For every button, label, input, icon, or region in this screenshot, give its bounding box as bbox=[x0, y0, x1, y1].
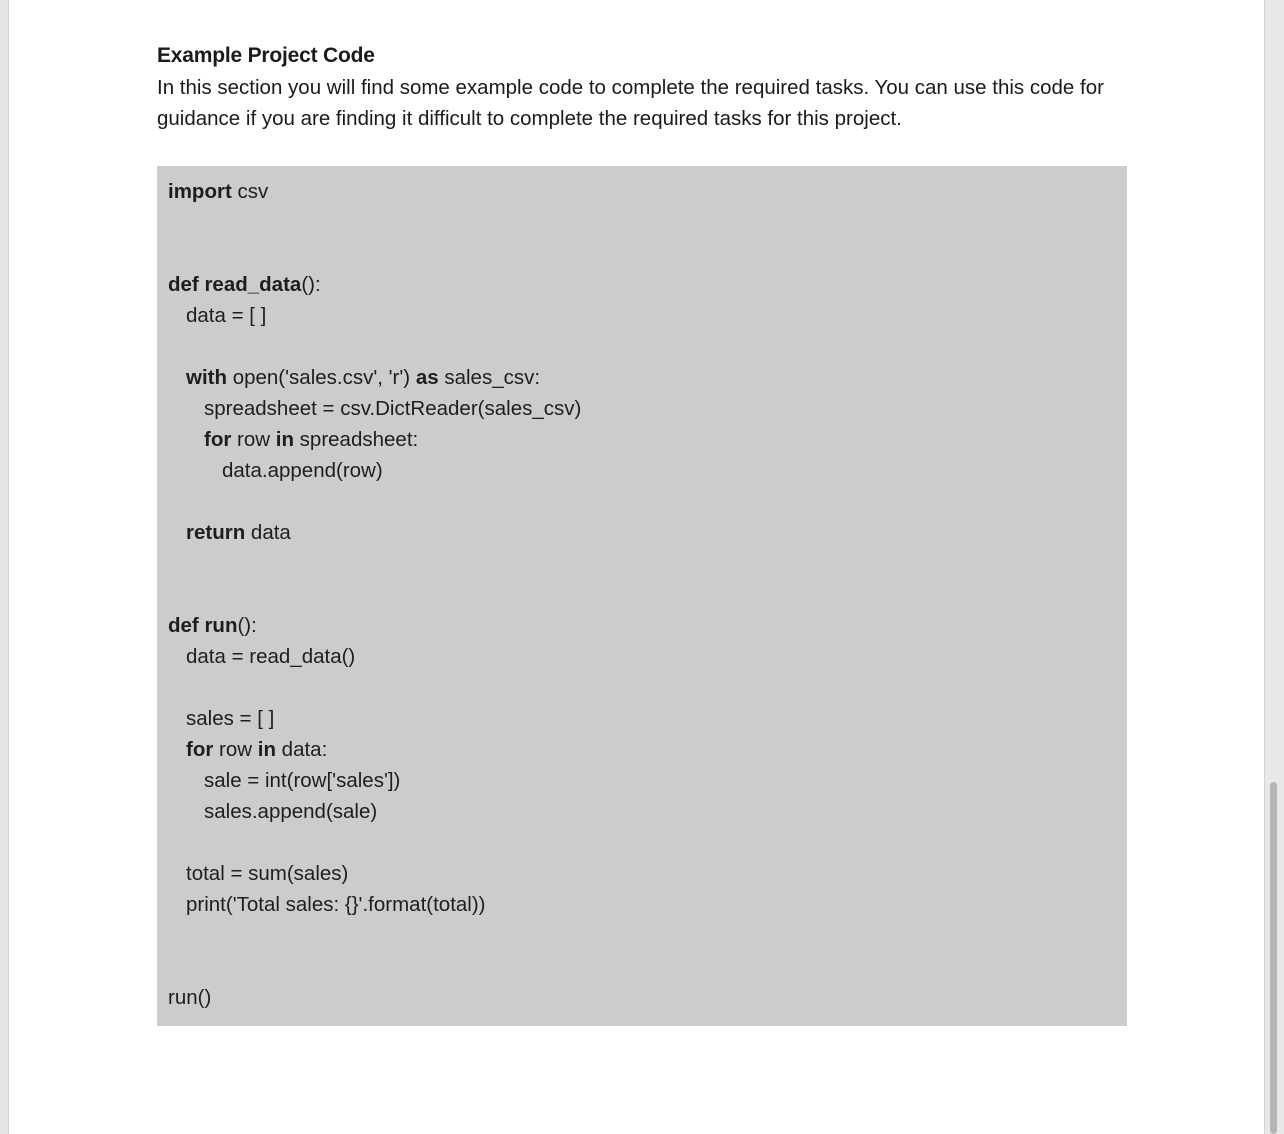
code-blank-line bbox=[168, 548, 1116, 579]
code-text: sales = [ ] bbox=[186, 707, 275, 730]
code-text: row bbox=[213, 738, 258, 761]
code-text: csv bbox=[231, 180, 269, 203]
section-intro: In this section you will find some example code to complete the required tasks. You can use this code for guidance if you are finding it difficult to complete the required tasks for this project. bbox=[157, 76, 1104, 130]
code-blank-line bbox=[168, 207, 1116, 238]
code-line bbox=[168, 889, 1116, 920]
code-line bbox=[168, 734, 1116, 765]
code-line bbox=[168, 641, 1116, 672]
code-keyword: in bbox=[257, 738, 276, 761]
code-text: data = [ ] bbox=[186, 304, 267, 327]
section-title: Example Project Code bbox=[157, 44, 375, 67]
code-text: spreadsheet = csv.DictReader(sales_csv) bbox=[204, 397, 582, 420]
code-line bbox=[168, 796, 1116, 827]
code-text: sales.append(sale) bbox=[204, 800, 378, 823]
code-blank-line bbox=[168, 486, 1116, 517]
code-blank-line bbox=[168, 951, 1116, 982]
code-line bbox=[168, 765, 1116, 796]
code-function-name: read_data bbox=[204, 273, 302, 296]
code-line bbox=[168, 703, 1116, 734]
code-text: sales_csv: bbox=[438, 366, 541, 389]
code-keyword: for bbox=[204, 428, 232, 451]
code-text: print('Total sales: {}'.format(total)) bbox=[186, 893, 486, 916]
code-text: row bbox=[231, 428, 276, 451]
code-block bbox=[157, 166, 1127, 1026]
code-keyword: def bbox=[168, 273, 199, 296]
scrollbar-thumb[interactable] bbox=[1270, 782, 1277, 1134]
code-blank-line bbox=[168, 920, 1116, 951]
code-text: (): bbox=[301, 273, 321, 296]
code-text: data = read_data() bbox=[186, 645, 356, 668]
code-keyword: in bbox=[275, 428, 294, 451]
code-blank-line bbox=[168, 672, 1116, 703]
code-keyword: import bbox=[168, 180, 232, 203]
code-line bbox=[168, 269, 1116, 300]
code-line bbox=[168, 982, 1116, 1013]
code-text: total = sum(sales) bbox=[186, 862, 349, 885]
code-keyword: as bbox=[415, 366, 439, 389]
code-blank-line bbox=[168, 331, 1116, 362]
code-keyword: def bbox=[168, 614, 199, 637]
code-text: spreadsheet: bbox=[293, 428, 419, 451]
code-line bbox=[168, 176, 1116, 207]
code-text: (): bbox=[237, 614, 257, 637]
code-keyword: for bbox=[186, 738, 214, 761]
code-text: open('sales.csv', 'r') bbox=[227, 366, 416, 389]
code-keyword: return bbox=[186, 521, 246, 544]
page-left-border bbox=[0, 0, 9, 1134]
code-keyword: with bbox=[186, 366, 227, 389]
code-text: data bbox=[245, 521, 291, 544]
code-function-name: run bbox=[204, 614, 238, 637]
section-content bbox=[157, 42, 1127, 134]
code-line bbox=[168, 455, 1116, 486]
code-line bbox=[168, 517, 1116, 548]
code-blank-line bbox=[168, 579, 1116, 610]
code-text: data.append(row) bbox=[222, 459, 383, 482]
vertical-scrollbar[interactable] bbox=[1264, 0, 1284, 1134]
code-line bbox=[168, 858, 1116, 889]
code-blank-line bbox=[168, 827, 1116, 858]
code-text: run() bbox=[168, 986, 212, 1009]
code-line bbox=[168, 362, 1116, 393]
code-line bbox=[168, 610, 1116, 641]
code-line bbox=[168, 393, 1116, 424]
code-text: sale = int(row['sales']) bbox=[204, 769, 401, 792]
code-line bbox=[168, 424, 1116, 455]
code-blank-line bbox=[168, 238, 1116, 269]
code-line bbox=[168, 300, 1116, 331]
code-text: data: bbox=[275, 738, 328, 761]
